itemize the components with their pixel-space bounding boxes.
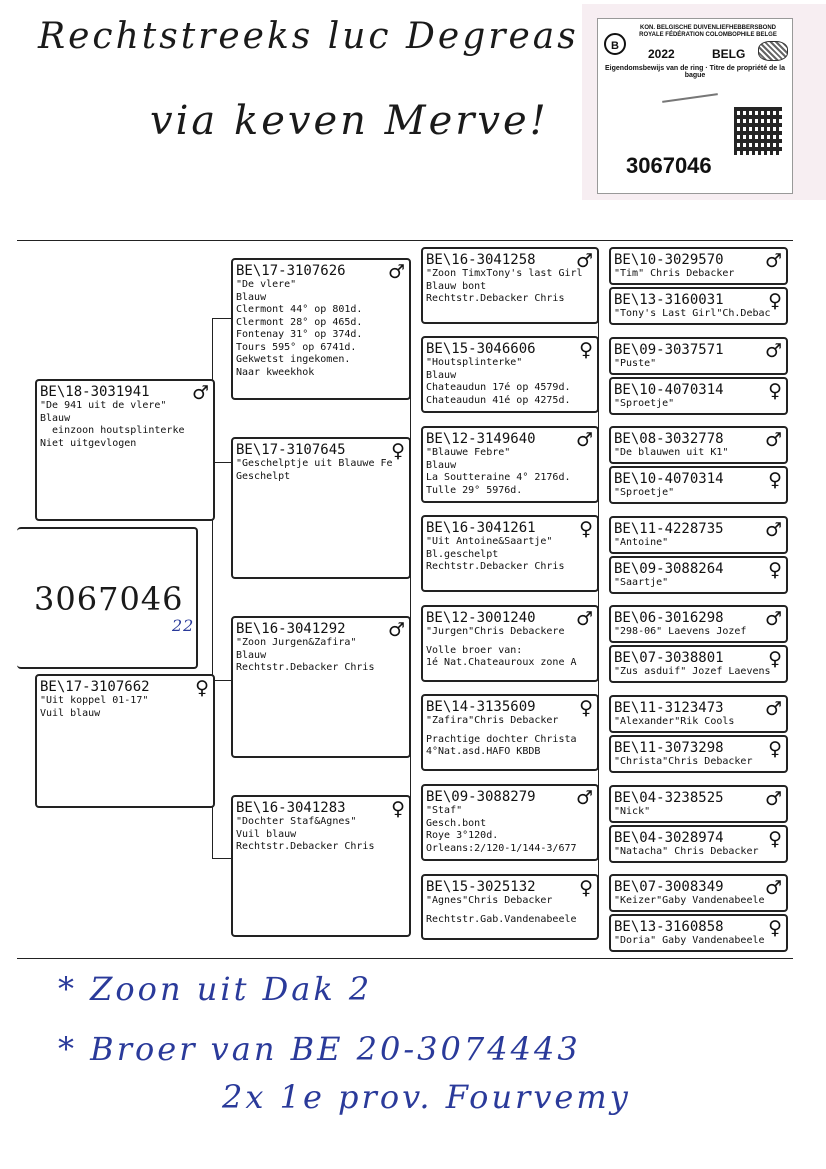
handwritten-heading-line2: via keven Merve! xyxy=(150,98,549,144)
card-line: "De 941 uit de vlere" xyxy=(40,400,167,411)
card-line: "Uit koppel 01-17" xyxy=(40,695,149,706)
card-line: "Keizer"Gaby Vandenabeele xyxy=(614,895,765,906)
pedigree-card-gen3 xyxy=(421,694,599,771)
card-line: "Uit Antoine&Saartje" xyxy=(426,536,553,547)
pedigree-card-gen4 xyxy=(609,785,788,823)
female-symbol-icon: ♀ xyxy=(768,290,782,312)
ring-card-country: BELG xyxy=(712,47,746,61)
ring-card-org xyxy=(628,25,788,39)
handwritten-ring-number: 3067046 xyxy=(34,580,184,618)
card-line: Vuil blauw xyxy=(236,828,297,840)
ring-card-body xyxy=(597,18,793,194)
pedigree-card-gen4 xyxy=(609,516,788,554)
female-symbol-icon: ♀ xyxy=(579,877,593,899)
card-line: "De blauwen uit K1" xyxy=(614,447,729,458)
qr-code-icon xyxy=(734,107,782,155)
male-symbol-icon: ♂ xyxy=(575,787,593,809)
card-line: Orleans:2/120-1/144-3/677 xyxy=(426,842,577,854)
ring-number: BE\18-3031941 xyxy=(40,384,150,400)
pedigree-card-gen3 xyxy=(421,784,599,861)
female-symbol-icon: ♀ xyxy=(768,648,782,670)
pedigree-card-gen4 xyxy=(609,874,788,912)
ring-number: BE\06-3016298 xyxy=(614,610,724,626)
card-line: "Doria" Gaby Vandenabeele xyxy=(614,935,765,946)
card-line: Rechtstr.Gab.Vandenabeele xyxy=(426,913,577,925)
card-line: Prachtige dochter Christa xyxy=(426,733,577,745)
card-line: "Agnes"Chris Debacker xyxy=(426,895,553,906)
ring-number: BE\09-3088264 xyxy=(614,561,724,577)
male-symbol-icon: ♂ xyxy=(764,698,782,720)
card-line: "Zoon TimxTony's last Girl xyxy=(426,268,583,279)
male-symbol-icon: ♂ xyxy=(764,250,782,272)
ring-number: BE\12-3149640 xyxy=(426,431,536,447)
card-line: "Christa"Chris Debacker xyxy=(614,756,753,767)
handwritten-ring-year: 22 xyxy=(172,616,195,635)
card-line: "Saartje" xyxy=(614,577,669,588)
card-line: "Zoon Jurgen&Zafira" xyxy=(236,637,357,648)
pedigree-card-gen3 xyxy=(421,247,599,324)
ring-ownership-card xyxy=(582,4,826,200)
card-line: "Natacha" Chris Debacker xyxy=(614,846,759,857)
card-line: einzoon houtsplinterke xyxy=(40,425,185,436)
ring-number: BE\17-3107626 xyxy=(236,263,346,279)
female-symbol-icon: ♀ xyxy=(391,440,405,462)
ring-card-stamp-mark xyxy=(662,93,718,103)
card-line: "Sproetje" xyxy=(614,398,675,409)
ring-number: BE\16-3041283 xyxy=(236,800,346,816)
ring-number: BE\17-3107662 xyxy=(40,679,150,695)
globe-ring-icon xyxy=(758,41,788,61)
card-line: Rechtstr.Debacker Chris xyxy=(236,662,375,673)
female-symbol-icon: ♀ xyxy=(768,917,782,939)
card-line: Blauw xyxy=(236,649,267,661)
card-line: "Tim" Chris Debacker xyxy=(614,268,735,279)
card-line: "Zus asduif" Jozef Laevens xyxy=(614,666,771,677)
pedigree-card-gen4 xyxy=(609,645,788,683)
card-line: "Dochter Staf&Agnes" xyxy=(236,816,357,827)
ring-number: BE\07-3008349 xyxy=(614,879,724,895)
ring-card-org-fr: ROYALE FÉDÉRATION COLOMBOPHILE BELGE xyxy=(639,32,777,38)
female-symbol-icon: ♀ xyxy=(768,559,782,581)
ring-number: BE\09-3088279 xyxy=(426,789,536,805)
card-line: Rechtstr.Debacker Chris xyxy=(236,841,375,852)
card-line: Bl.geschelpt xyxy=(426,548,499,560)
card-line: Rechtstr.Debacker Chris xyxy=(426,561,565,572)
female-symbol-icon: ♀ xyxy=(579,697,593,719)
ring-number: BE\15-3046606 xyxy=(426,341,536,357)
male-symbol-icon: ♂ xyxy=(575,608,593,630)
pedigree-card-gen4 xyxy=(609,466,788,504)
card-line: La Soutteraine 4° 2176d. xyxy=(426,472,571,483)
male-symbol-icon: ♂ xyxy=(764,877,782,899)
ring-number: BE\10-3029570 xyxy=(614,252,724,268)
pedigree-card-gen4 xyxy=(609,735,788,773)
pedigree-card-sire-dam xyxy=(231,437,411,579)
ring-number: BE\11-4228735 xyxy=(614,521,724,537)
pedigree-bottom-rule xyxy=(17,958,793,959)
ring-number: BE\11-3073298 xyxy=(614,740,724,756)
pedigree-card-gen4 xyxy=(609,695,788,733)
ring-number: BE\04-3028974 xyxy=(614,830,724,846)
card-line: "Zafira"Chris Debacker xyxy=(426,715,559,726)
handwritten-note-line2: * Broer van BE 20-3074443 xyxy=(58,1030,581,1068)
ring-number: BE\07-3038801 xyxy=(614,650,724,666)
pedigree-card-gen4 xyxy=(609,605,788,643)
card-line: Clermont 44° op 801d. xyxy=(236,304,363,315)
male-symbol-icon: ♂ xyxy=(575,250,593,272)
card-line: Blauw xyxy=(426,369,457,381)
card-line: Volle broer van: xyxy=(426,644,523,656)
ring-number: BE\13-3160031 xyxy=(614,292,724,308)
ring-number: BE\17-3107645 xyxy=(236,442,346,458)
card-line: Blauw xyxy=(40,412,71,424)
male-symbol-icon: ♂ xyxy=(387,261,405,283)
pedigree-card-gen3 xyxy=(421,426,599,503)
pedigree-card-gen4 xyxy=(609,247,788,285)
card-line: "Antoine" xyxy=(614,537,669,548)
ring-number: BE\10-4070314 xyxy=(614,382,724,398)
card-line: Naar kweekhok xyxy=(236,366,315,378)
card-line: Tulle 29° 5976d. xyxy=(426,484,523,496)
handwritten-note-line3: 2x 1e prov. Fourvemy xyxy=(222,1078,631,1116)
card-line: "298-06" Laevens Jozef xyxy=(614,626,747,637)
ring-number: BE\10-4070314 xyxy=(614,471,724,487)
pedigree-top-rule xyxy=(17,240,793,241)
ring-number: BE\04-3238525 xyxy=(614,790,724,806)
card-line: Vuil blauw xyxy=(40,707,101,719)
card-line: Blauw bont xyxy=(426,280,487,292)
ring-number: BE\12-3001240 xyxy=(426,610,536,626)
card-line: Tours 595° op 6741d. xyxy=(236,341,357,353)
ring-number: BE\15-3025132 xyxy=(426,879,536,895)
card-line: Geschelpt xyxy=(236,470,291,482)
pedigree-card-sire-sire xyxy=(231,258,411,400)
card-line: Gesch.bont xyxy=(426,817,487,829)
pedigree-card-gen3 xyxy=(421,605,599,682)
card-line: "Houtsplinterke" xyxy=(426,357,523,368)
male-symbol-icon: ♂ xyxy=(191,382,209,404)
card-line: "Staf" xyxy=(426,805,463,816)
card-line: "Puste" xyxy=(614,358,657,369)
ring-card-title: Eigendomsbewijs van de ring · Titre de propriété de la bague xyxy=(605,65,785,79)
ring-number: BE\14-3135609 xyxy=(426,699,536,715)
ring-number: BE\11-3123473 xyxy=(614,700,724,716)
female-symbol-icon: ♀ xyxy=(579,518,593,540)
ring-number: BE\16-3041258 xyxy=(426,252,536,268)
card-line: Chateaudun 17é op 4579d. xyxy=(426,382,571,393)
ring-number: BE\08-3032778 xyxy=(614,431,724,447)
card-line: "Blauwe Febre" xyxy=(426,447,511,458)
ring-card-org-nl: KON. BELGISCHE DUIVENLIEFHEBBERSBOND xyxy=(639,25,776,31)
pedigree-card-gen3 xyxy=(421,874,599,940)
card-line: "Sproetje" xyxy=(614,487,675,498)
female-symbol-icon: ♀ xyxy=(768,828,782,850)
card-line: Blauw xyxy=(236,291,267,303)
ring-number: BE\09-3037571 xyxy=(614,342,724,358)
female-symbol-icon: ♀ xyxy=(579,339,593,361)
card-line: "Geschelptje uit Blauwe Fe xyxy=(236,458,393,469)
ring-card-year: 2022 xyxy=(648,47,675,61)
pedigree-card-gen4 xyxy=(609,825,788,863)
handwritten-note-line1: * Zoon uit Dak 2 xyxy=(58,970,373,1008)
kbdb-logo-icon: B xyxy=(604,33,626,55)
male-symbol-icon: ♂ xyxy=(764,429,782,451)
card-line: 4°Nat.asd.HAFO KBDB xyxy=(426,746,541,757)
male-symbol-icon: ♂ xyxy=(764,340,782,362)
pedigree-card-gen4 xyxy=(609,914,788,952)
ring-number: BE\16-3041261 xyxy=(426,520,536,536)
female-symbol-icon: ♀ xyxy=(768,469,782,491)
pedigree-card-gen4 xyxy=(609,377,788,415)
male-symbol-icon: ♂ xyxy=(764,608,782,630)
card-line: Roye 3°120d. xyxy=(426,830,499,841)
female-symbol-icon: ♀ xyxy=(195,677,209,699)
pedigree-card-gen3 xyxy=(421,515,599,592)
card-line: Gekwetst ingekomen. xyxy=(236,354,351,365)
card-line: Blauw xyxy=(426,459,457,471)
female-symbol-icon: ♀ xyxy=(768,738,782,760)
pedigree-card-dam-dam xyxy=(231,795,411,937)
card-line: "Jurgen"Chris Debackere xyxy=(426,626,565,637)
card-line: Clermont 28° op 465d. xyxy=(236,316,363,328)
pedigree-card-gen3 xyxy=(421,336,599,413)
card-line: "Tony's Last Girl"Ch.Debac xyxy=(614,308,771,319)
male-symbol-icon: ♂ xyxy=(575,429,593,451)
male-symbol-icon: ♂ xyxy=(764,788,782,810)
ring-number: BE\16-3041292 xyxy=(236,621,346,637)
pedigree-card-dam-sire xyxy=(231,616,411,758)
pedigree-card-gen4 xyxy=(609,287,788,325)
female-symbol-icon: ♀ xyxy=(768,380,782,402)
card-line: 1é Nat.Chateauroux zone A xyxy=(426,657,577,668)
pedigree-card-subject xyxy=(35,379,215,521)
card-line: Rechtstr.Debacker Chris xyxy=(426,293,565,304)
handwritten-heading-line1: Rechtstreeks luc Degreas xyxy=(38,16,579,57)
male-symbol-icon: ♂ xyxy=(764,519,782,541)
pedigree-card-gen4 xyxy=(609,337,788,375)
pedigree-card-gen4 xyxy=(609,426,788,464)
card-line: Fontenay 31° op 374d. xyxy=(236,329,363,340)
female-symbol-icon: ♀ xyxy=(391,798,405,820)
pedigree-card-gen4 xyxy=(609,556,788,594)
ring-number: BE\13-3160858 xyxy=(614,919,724,935)
card-line: "Alexander"Rik Cools xyxy=(614,716,735,727)
card-line: "Nick" xyxy=(614,806,651,817)
male-symbol-icon: ♂ xyxy=(387,619,405,641)
ring-card-number: 3067046 xyxy=(626,153,712,178)
card-line: "De vlere" xyxy=(236,279,297,290)
pedigree-card-dam xyxy=(35,674,215,808)
card-line: Chateaudun 41é op 4275d. xyxy=(426,394,571,406)
card-line: Niet uitgevlogen xyxy=(40,437,137,449)
